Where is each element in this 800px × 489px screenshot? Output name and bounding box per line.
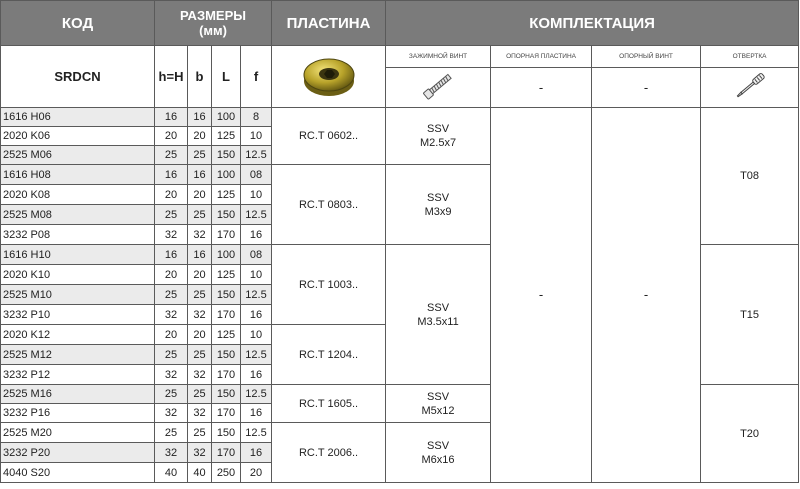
dim-h-label: h=H	[155, 46, 188, 108]
row-h: 16	[155, 165, 188, 185]
row-h: 40	[155, 463, 188, 483]
row-f: 16	[241, 365, 272, 385]
row-f: 10	[241, 185, 272, 205]
table-row	[1, 108, 799, 127]
screwdriver-code: T20	[701, 385, 799, 483]
screwdriver-icon	[732, 68, 768, 104]
row-f: 08	[241, 245, 272, 265]
row-f: 10	[241, 265, 272, 285]
row-b: 25	[188, 205, 212, 225]
row-f: 12.5	[241, 146, 272, 165]
row-l: 125	[212, 185, 241, 205]
row-f: 10	[241, 325, 272, 345]
row-h: 32	[155, 225, 188, 245]
row-f: 08	[241, 165, 272, 185]
row-b: 32	[188, 365, 212, 385]
row-l: 150	[212, 423, 241, 443]
dim-b-label: b	[188, 46, 212, 108]
row-b: 25	[188, 285, 212, 305]
row-b: 25	[188, 423, 212, 443]
clamp-screw-name: SSV	[427, 123, 450, 135]
row-l: 170	[212, 225, 241, 245]
screw-icon	[418, 69, 458, 103]
insert-code: RC.T 0602..	[272, 108, 386, 165]
row-b: 20	[188, 265, 212, 285]
row-code: 2525 M16	[1, 385, 155, 404]
row-l: 170	[212, 365, 241, 385]
clamp-screw-name: SSV	[427, 191, 450, 204]
row-code: 2020 K10	[1, 265, 155, 285]
row-b: 20	[188, 325, 212, 345]
row-l: 170	[212, 305, 241, 325]
row-b: 25	[188, 146, 212, 165]
row-l: 250	[212, 463, 241, 483]
row-l: 150	[212, 285, 241, 305]
row-l: 100	[212, 108, 241, 127]
clamp-screw-size: M6x16	[421, 453, 455, 466]
clamp-screw-cell	[386, 108, 491, 165]
row-h: 32	[155, 365, 188, 385]
row-f: 16	[241, 404, 272, 423]
screwdriver-code: T15	[701, 245, 799, 385]
subheader-support-plate: ОПОРНАЯ ПЛАСТИНА	[491, 46, 592, 68]
row-h: 32	[155, 305, 188, 325]
row-h: 25	[155, 146, 188, 165]
row-code: 2525 M06	[1, 146, 155, 165]
row-b: 25	[188, 385, 212, 404]
clamp-screw-cell	[386, 245, 491, 385]
clamp-screw-size: M2.5x7	[419, 137, 457, 149]
row-code: 1616 H06	[1, 108, 155, 127]
row-f: 16	[241, 443, 272, 463]
clamp-screw-size: M3x9	[424, 205, 452, 218]
row-b: 16	[188, 165, 212, 185]
support-screw-value: -	[592, 108, 701, 483]
clamp-screw-cell	[386, 385, 491, 423]
row-b: 32	[188, 225, 212, 245]
row-l: 100	[212, 165, 241, 185]
row-l: 150	[212, 146, 241, 165]
row-l: 125	[212, 127, 241, 146]
round-insert-icon	[300, 49, 358, 101]
header-insert: ПЛАСТИНА	[272, 1, 386, 46]
row-b: 32	[188, 443, 212, 463]
row-code: 3232 P12	[1, 365, 155, 385]
row-b: 32	[188, 305, 212, 325]
row-f: 10	[241, 127, 272, 146]
clamp-screw-cell	[386, 423, 491, 483]
row-code: 2020 K12	[1, 325, 155, 345]
row-h: 25	[155, 285, 188, 305]
row-l: 170	[212, 443, 241, 463]
support-screw-dash: -	[592, 68, 701, 108]
clamp-screw-size: M5x12	[421, 404, 455, 417]
row-l: 150	[212, 205, 241, 225]
row-h: 32	[155, 404, 188, 423]
row-h: 25	[155, 345, 188, 365]
row-f: 20	[241, 463, 272, 483]
insert-code: RC.T 0803..	[272, 165, 386, 245]
row-f: 12.5	[241, 345, 272, 365]
row-f: 12.5	[241, 285, 272, 305]
row-l: 125	[212, 325, 241, 345]
header-kit: КОМПЛЕКТАЦИЯ	[386, 1, 799, 46]
support-plate-dash: -	[491, 68, 592, 108]
row-code: 2020 K06	[1, 127, 155, 146]
row-code: 3232 P16	[1, 404, 155, 423]
screwdriver-code: T08	[701, 108, 799, 245]
header-code: КОД	[1, 1, 155, 46]
clamp-screw-size: M3.5x11	[417, 315, 459, 328]
row-l: 170	[212, 404, 241, 423]
insert-code: RC.T 2006..	[272, 423, 386, 483]
row-code: 1616 H08	[1, 165, 155, 185]
row-code: 2525 M10	[1, 285, 155, 305]
insert-code: RC.T 1003..	[272, 245, 386, 325]
row-h: 20	[155, 127, 188, 146]
series-name: SRDCN	[1, 46, 155, 108]
subheader-support-screw: ОПОРНЫЙ ВИНТ	[592, 46, 701, 68]
dim-l-label: L	[212, 46, 241, 108]
clamp-screw-name: SSV	[427, 439, 450, 452]
subheader-screwdriver: ОТВЕРТКА	[701, 46, 799, 68]
row-f: 16	[241, 225, 272, 245]
row-l: 150	[212, 345, 241, 365]
row-b: 20	[188, 127, 212, 146]
header-sizes-unit: (мм)	[199, 23, 227, 38]
row-h: 20	[155, 325, 188, 345]
row-h: 16	[155, 245, 188, 265]
row-code: 3232 P20	[1, 443, 155, 463]
support-plate-value: -	[491, 108, 592, 483]
row-code: 2525 M12	[1, 345, 155, 365]
screwdriver-image-cell	[701, 68, 799, 108]
insert-image-cell	[272, 46, 386, 108]
row-h: 16	[155, 108, 188, 127]
row-b: 20	[188, 185, 212, 205]
row-code: 2020 K08	[1, 185, 155, 205]
row-b: 16	[188, 245, 212, 265]
row-b: 32	[188, 404, 212, 423]
subheader-clamp-screw: ЗАЖИМНОЙ ВИНТ	[386, 46, 491, 68]
row-h: 20	[155, 185, 188, 205]
row-l: 100	[212, 245, 241, 265]
row-f: 12.5	[241, 205, 272, 225]
dim-f-label: f	[241, 46, 272, 108]
insert-code: RC.T 1204..	[272, 325, 386, 385]
row-code: 2525 M20	[1, 423, 155, 443]
row-b: 40	[188, 463, 212, 483]
row-code: 2525 M08	[1, 205, 155, 225]
clamp-screw-name: SSV	[427, 390, 450, 403]
row-b: 25	[188, 345, 212, 365]
row-code: 1616 H10	[1, 245, 155, 265]
row-h: 32	[155, 443, 188, 463]
row-code: 3232 P08	[1, 225, 155, 245]
row-l: 150	[212, 385, 241, 404]
row-l: 125	[212, 265, 241, 285]
header-sizes-label: РАЗМЕРЫ	[180, 8, 246, 23]
row-f: 12.5	[241, 423, 272, 443]
clamp-screw-cell	[386, 165, 491, 245]
row-f: 12.5	[241, 385, 272, 404]
row-h: 25	[155, 205, 188, 225]
row-code: 3232 P10	[1, 305, 155, 325]
row-f: 16	[241, 305, 272, 325]
row-h: 20	[155, 265, 188, 285]
header-sizes	[155, 1, 272, 46]
insert-code: RC.T 1605..	[272, 385, 386, 423]
row-f: 8	[241, 108, 272, 127]
row-h: 25	[155, 385, 188, 404]
row-b: 16	[188, 108, 212, 127]
screw-image-cell	[386, 68, 491, 108]
clamp-screw-name: SSV	[427, 301, 450, 314]
row-code: 4040 S20	[1, 463, 155, 483]
row-h: 25	[155, 423, 188, 443]
